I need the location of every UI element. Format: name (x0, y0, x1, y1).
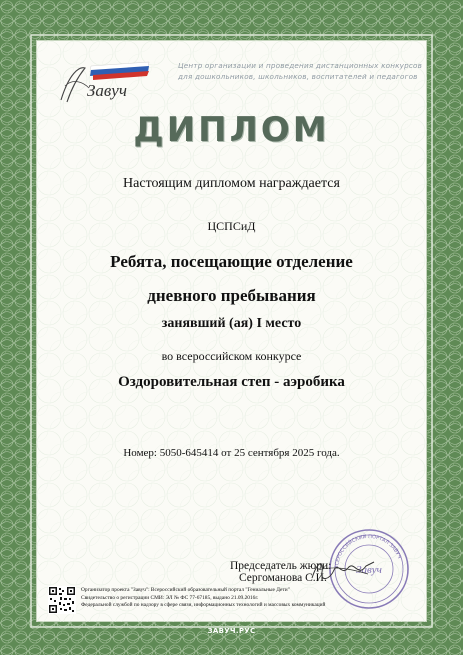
seal-center-text: Завуч (356, 564, 382, 576)
footer-line-3: Федеральной службой по надзору в сфере связи, информационных технологий и массовых коммуникаций (81, 602, 326, 609)
diploma-title: ДИПЛОМ (133, 110, 330, 150)
place-line: занявший (ая) I место (161, 316, 302, 331)
logo-text: Завуч (87, 81, 127, 100)
award-line: Настоящим дипломом награждается (123, 176, 340, 191)
footer-line-1: Организатор проекта "Завуч": Всероссийский образовательный портал "Гениальные Дети" (81, 587, 290, 593)
organization-name: ЦСПСиД (207, 219, 256, 233)
footer-line-2: Свидетельство о регистрации СМИ: ЭЛ № ФС 77-67185, выдано 21.09.2016г. (81, 594, 259, 601)
seal-ring-text: ВСЕРОССИЙСКИЙ ПОРТАЛ ЗАВУЧ (333, 533, 403, 570)
contest-name: Оздоровительная степ - аэробика (118, 374, 345, 390)
chair-label: Председатель жюри: (230, 560, 332, 572)
handwritten-signature (308, 556, 378, 586)
chair-name: Сергоманова С.И. (239, 572, 327, 584)
diploma-number: Номер: 5050-645414 от 25 сентября 2025 года. (123, 447, 340, 459)
org-line-2: для дошкольников, школьников, воспитателей и педагогов (178, 72, 418, 81)
organization-header (178, 60, 423, 82)
site-name: ЗАВУЧ.РУС (207, 627, 256, 635)
footer-info (81, 587, 381, 610)
recipient-line-2: дневного пребывания (147, 286, 316, 305)
zavuch-logo (55, 56, 155, 106)
recipient-line-1: Ребята, посещающие отделение (110, 252, 353, 271)
qr-code (48, 586, 76, 614)
contest-type: во всероссийском конкурсе (161, 349, 302, 363)
org-line-1: Центр организации и проведения дистанционных конкурсов (178, 61, 423, 70)
